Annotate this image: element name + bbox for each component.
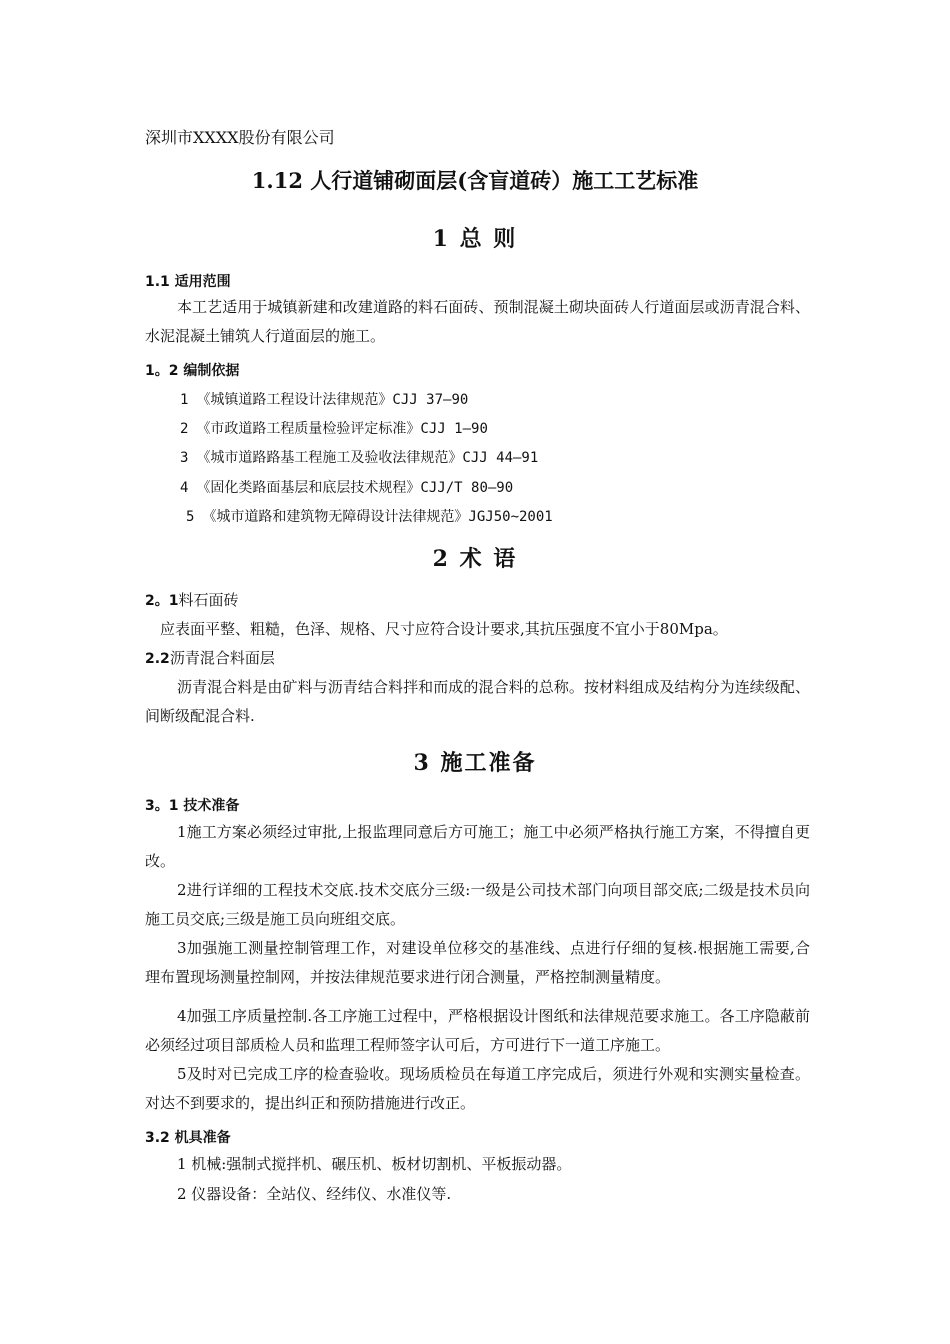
reference-item: 4 《固化类路面基层和底层技术规程》CJJ/T 80—90 xyxy=(180,480,514,496)
technical-item: 3加强施工测量控制管理工作，对建设单位移交的基准线、点进行仔细的复核.根据施工需要,合理布置现场测量控制网，并按法律规范要求进行闭合测量，严格控制测量精度。 xyxy=(145,939,810,986)
company-name: 深圳市XXXX股份有限公司 xyxy=(145,128,335,147)
section-2-heading: 2 术 语 xyxy=(432,546,518,572)
technical-item: 4加强工序质量控制.各工序施工过程中，严格根据设计图纸和法律规范要求施工。各工序隐蔽前必须经过项目部质检人员和监理工程师签字认可后，方可进行下一道工序施工。 xyxy=(145,1007,810,1054)
section-2-2-text: 沥青混合料是由矿料与沥青结合料拌和而成的混合料的总称。按材料组成及结构分为连续级配、间断级配混合料. xyxy=(145,678,810,725)
section-1-1-heading: 1.1 适用范围 xyxy=(145,274,231,290)
reference-item: 2 《市政道路工程质量检验评定标准》CJJ 1—90 xyxy=(180,421,488,437)
section-1-heading: 1 总 则 xyxy=(432,226,518,252)
section-3-2-heading: 3.2 机具准备 xyxy=(145,1130,231,1146)
equipment-item: 1 机械:强制式搅拌机、碾压机、板材切割机、平板振动器。 xyxy=(177,1155,572,1173)
technical-item: 2进行详细的工程技术交底.技术交底分三级:一级是公司技术部门向项目部交底;二级是技术员向施工员交底;三级是施工员向班组交底。 xyxy=(145,881,810,928)
document-title: 1.12 人行道铺砌面层(含盲道砖）施工工艺标准 xyxy=(251,168,699,193)
section-1-1-text: 本工艺适用于城镇新建和改建道路的料石面砖、预制混凝土砌块面砖人行道面层或沥青混合料、水泥混凝土铺筑人行道面层的施工。 xyxy=(145,298,810,345)
reference-item: 5 《城市道路和建筑物无障碍设计法律规范》JGJ50~2001 xyxy=(186,509,553,525)
section-2-1-text: 应表面平整、粗糙，色泽、规格、尺寸应符合设计要求,其抗压强度不宜小于80Mpa。 xyxy=(160,620,728,638)
reference-item: 1 《城镇道路工程设计法律规范》CJJ 37—90 xyxy=(180,392,469,408)
section-3-1-heading: 3。1 技术准备 xyxy=(145,798,240,814)
reference-item: 3 《城市道路路基工程施工及验收法律规范》CJJ 44—91 xyxy=(180,450,539,466)
technical-item: 5及时对已完成工序的检查验收。现场质检员在每道工序完成后，须进行外观和实测实量检查。对达不到要求的，提出纠正和预防措施进行改正。 xyxy=(145,1065,810,1112)
section-2-1-heading: 2。1料石面砖 xyxy=(145,591,239,609)
equipment-item: 2 仪器设备：全站仪、经纬仪、水准仪等. xyxy=(177,1185,452,1203)
technical-item: 1施工方案必须经过审批,上报监理同意后方可施工；施工中必须严格执行施工方案，不得擅自更改。 xyxy=(145,823,810,870)
section-3-heading: 3 施工准备 xyxy=(413,750,537,776)
section-1-2-heading: 1。2 编制依据 xyxy=(145,363,240,379)
section-2-2-heading: 2.2沥青混合料面层 xyxy=(145,649,275,667)
